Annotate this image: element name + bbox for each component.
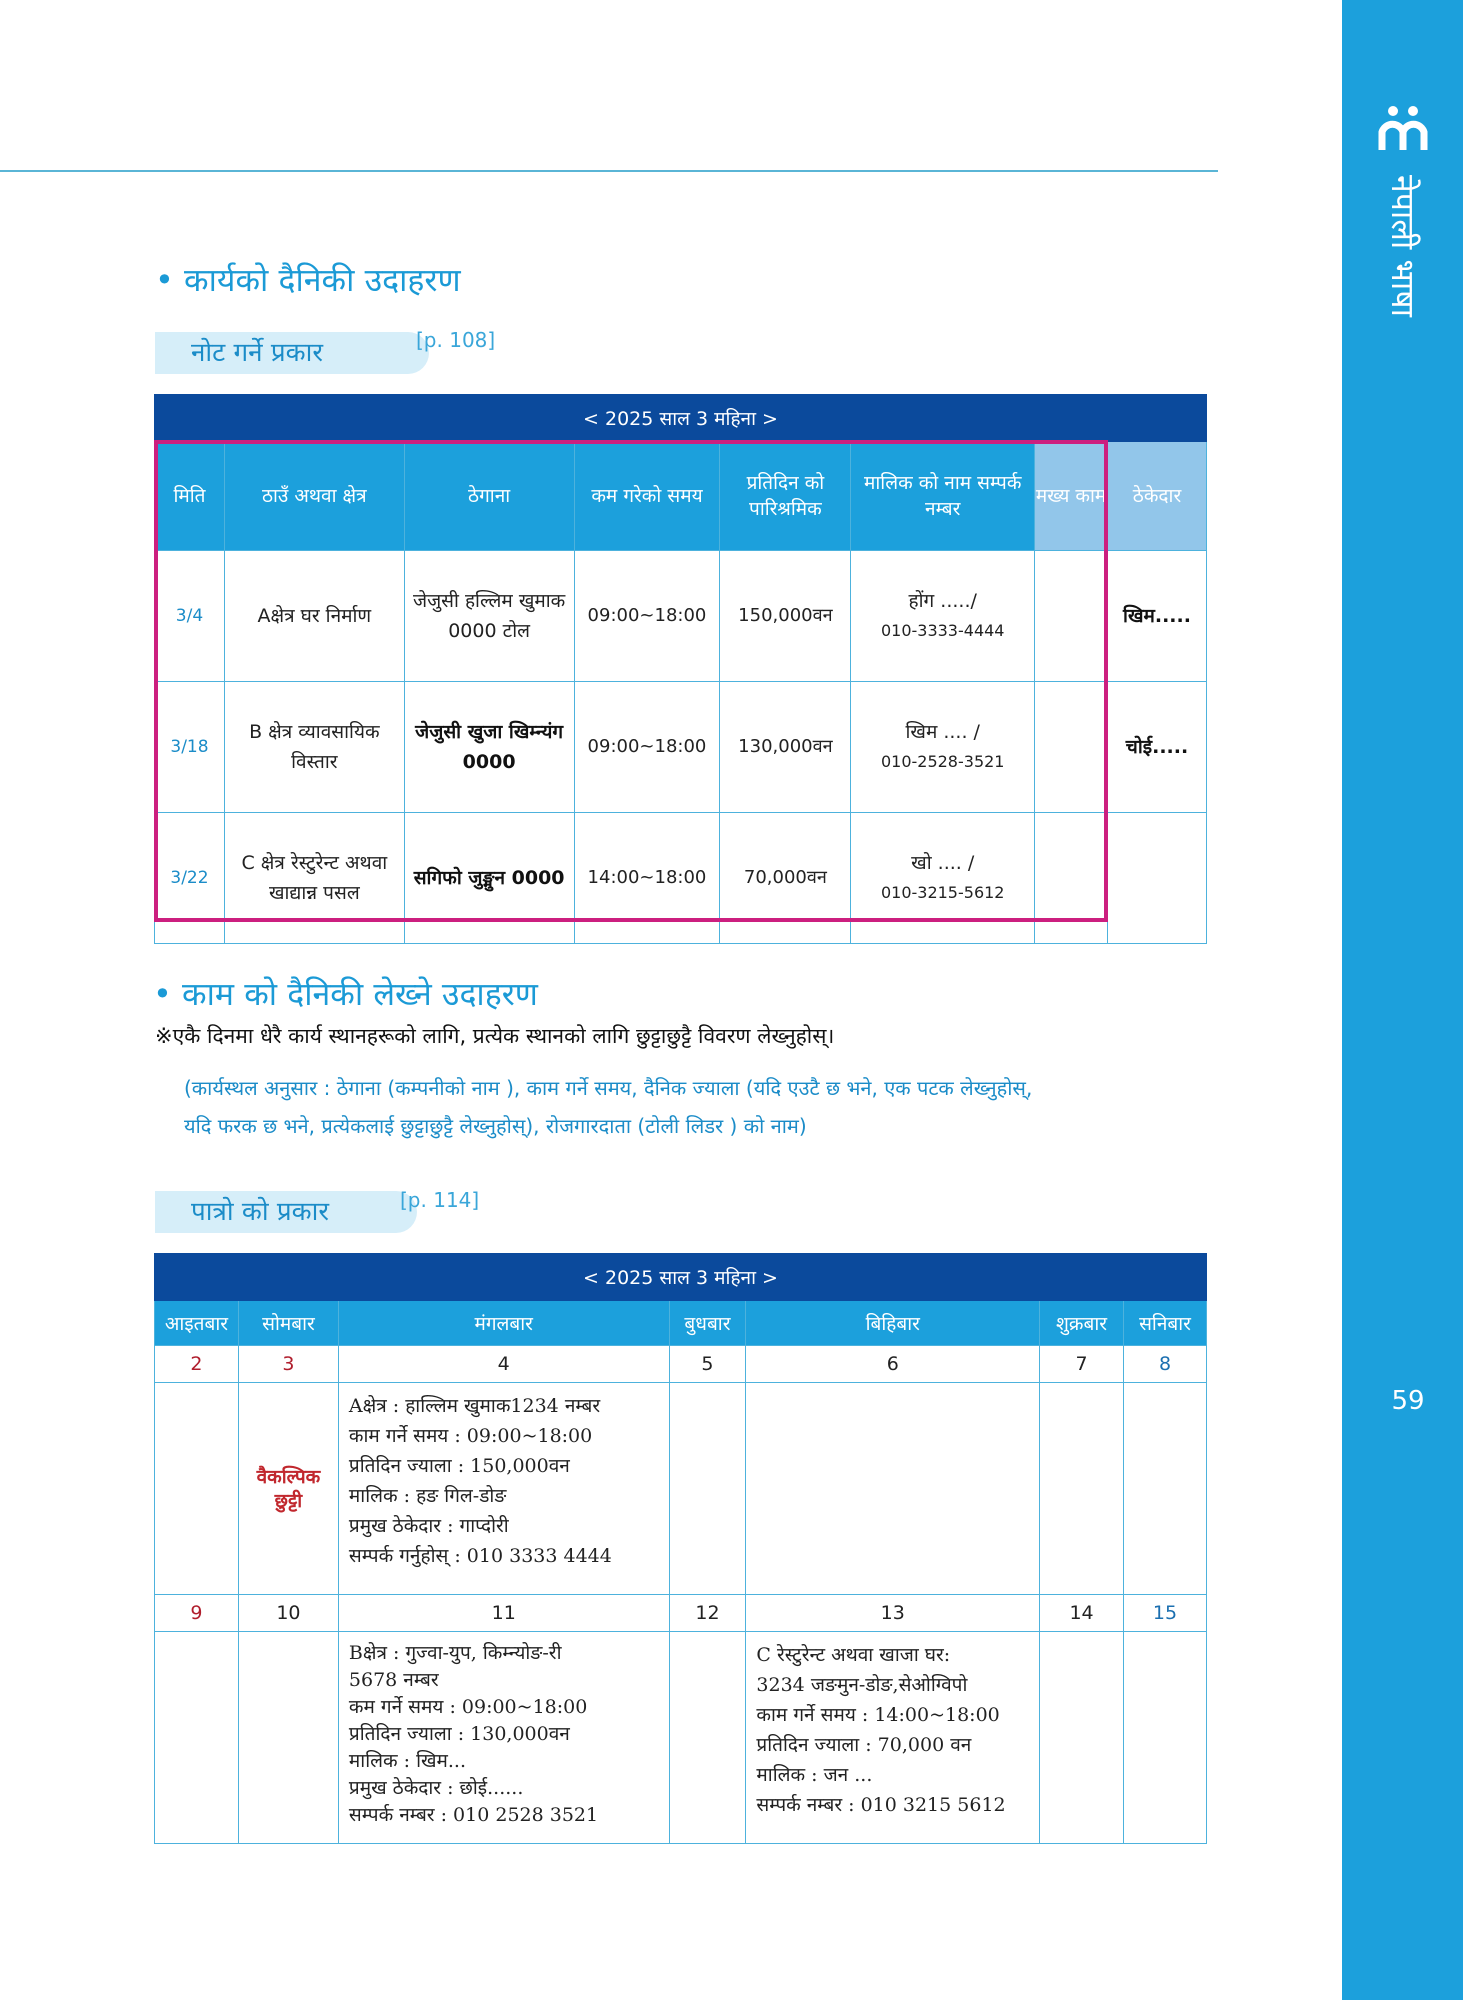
entry-line: सम्पर्क गर्नुहोस् : 010 3333 4444 [348, 1545, 612, 1567]
row-owner [851, 813, 1035, 944]
note-body: एकै दिनमा धेरै कार्य स्थानहरूको लागि, प्रत्येक स्थानको लागि छुट्टाछुट्टै विवरण लेख्नुहोस्। [172, 1024, 835, 1048]
page-number: 59 [1391, 1386, 1425, 1416]
day-sun: आइतबार [155, 1301, 239, 1346]
entry-line: Bक्षेत्र : गुज्वा-युप, किम्न्योङ-री [348, 1642, 562, 1664]
entry-line: मालिक : खिम... [348, 1750, 467, 1772]
note-mark: ※ [155, 1024, 173, 1048]
note-text [155, 1022, 834, 1050]
row-contractor [1108, 813, 1207, 944]
calendar-cell [155, 1632, 239, 1844]
calendar-cell [155, 1383, 239, 1595]
date-number: 2 [155, 1346, 239, 1383]
date-number: 15 [1124, 1595, 1207, 1632]
day-fri: शुक्रबार [1040, 1301, 1124, 1346]
row-time: 09:00~18:00 [574, 551, 720, 682]
row-main [1035, 813, 1108, 944]
table-row [155, 551, 1207, 682]
row-owner [851, 551, 1035, 682]
top-rule [0, 170, 1218, 172]
day-sat: सनिबार [1124, 1301, 1207, 1346]
entry-line: प्रमुख ठेकेदार : छोई...... [348, 1777, 524, 1799]
entry-line: मालिक : जन ... [756, 1764, 873, 1786]
note-detail-2: यदि फरक छ भने, प्रत्येकलाई छुट्टाछुट्टै लेख्नुहोस्), रोजगारदाता (टोली लिडर ) को नाम) [184, 1114, 807, 1138]
row-date: 3/4 [155, 551, 225, 682]
owner-name: खिम .... / [905, 721, 980, 743]
sidebar-title: नेपाली भाषा [1384, 175, 1422, 317]
date-number: 6 [746, 1346, 1040, 1383]
date-number: 14 [1040, 1595, 1124, 1632]
logo-icon [1378, 104, 1428, 154]
owner-phone: 010-3333-4444 [880, 621, 1005, 640]
col-main-work: मख्य काम [1035, 442, 1108, 551]
calendar-table [154, 1253, 1207, 1844]
row-date: 3/18 [155, 682, 225, 813]
day-thu: बिहिबार [746, 1301, 1040, 1346]
entry-line: मालिक : हङ गिल-डोङ [348, 1485, 507, 1507]
row-wage: 150,000वन [720, 551, 851, 682]
row-owner [851, 682, 1035, 813]
date-number: 3 [238, 1346, 338, 1383]
calendar-cell [746, 1383, 1040, 1595]
col-time: कम गरेको समय [574, 442, 720, 551]
date-number: 12 [669, 1595, 746, 1632]
day-mon: सोमबार [238, 1301, 338, 1346]
row-area: C क्षेत्र रेस्टुरेन्ट अथवा खाद्यान्न पसल [224, 813, 404, 944]
date-number: 5 [669, 1346, 746, 1383]
calendar-cell [1124, 1632, 1207, 1844]
table-row [155, 813, 1207, 944]
page-ref-114: [p. 114] [400, 1188, 480, 1212]
row-contractor: खिम..... [1108, 551, 1207, 682]
owner-phone: 010-3215-5612 [880, 883, 1005, 902]
work-log-table [154, 394, 1207, 944]
col-address: ठेगाना [404, 442, 574, 551]
date-number: 13 [746, 1595, 1040, 1632]
owner-phone: 010-2528-3521 [880, 752, 1005, 771]
entry-line: 3234 जङमुन-डोङ,सेओग्विपो [756, 1674, 968, 1696]
calendar-cell [1124, 1383, 1207, 1595]
calendar-cell [669, 1632, 746, 1844]
entry-line: C रेस्टुरेन्ट अथवा खाजा घर: [756, 1644, 951, 1666]
row-time: 14:00~18:00 [574, 813, 720, 944]
section2-heading: • काम को दैनिकी लेख्ने उदाहरण [153, 975, 538, 1013]
page-ref-108: [p. 108] [416, 328, 496, 352]
calendar-cell [669, 1383, 746, 1595]
calendar-entry [746, 1632, 1040, 1844]
col-area: ठाउँ अथवा क्षेत्र [224, 442, 404, 551]
calendar-type-pill: पात्रो को प्रकार [155, 1191, 417, 1233]
table-title: < 2025 साल 3 महिना > [155, 395, 1207, 442]
row-main [1035, 682, 1108, 813]
col-owner: मालिक को नाम सम्पर्क नम्बर [851, 442, 1035, 551]
date-number: 4 [338, 1346, 669, 1383]
entry-line: प्रतिदिन ज्याला : 150,000वन [348, 1455, 570, 1477]
row-address: सगिफो जुङ्मुन 0000 [404, 813, 574, 944]
row-wage: 130,000वन [720, 682, 851, 813]
date-number: 8 [1124, 1346, 1207, 1383]
entry-line: सम्पर्क नम्बर : 010 2528 3521 [348, 1804, 599, 1826]
calendar-cell [238, 1632, 338, 1844]
calendar-cell [1040, 1383, 1124, 1595]
day-wed: बुधबार [669, 1301, 746, 1346]
note-type-pill: नोट गर्ने प्रकार [155, 332, 429, 374]
entry-line: 5678 नम्बर [348, 1669, 439, 1691]
entry-line: प्रतिदिन ज्याला : 130,000वन [348, 1723, 570, 1745]
calendar-entry [338, 1632, 669, 1844]
row-area: B क्षेत्र व्यावसायिक विस्तार [224, 682, 404, 813]
col-date: मिति [155, 442, 225, 551]
entry-line: प्रतिदिन ज्याला : 70,000 वन [756, 1734, 972, 1756]
calendar-title: < 2025 साल 3 महिना > [155, 1254, 1207, 1301]
row-time: 09:00~18:00 [574, 682, 720, 813]
owner-name: खो .... / [911, 852, 975, 874]
date-number: 10 [238, 1595, 338, 1632]
entry-line: Aक्षेत्र : हाल्लिम खुमाक1234 नम्बर [348, 1395, 601, 1417]
entry-line: काम गर्ने समय : 14:00~18:00 [756, 1704, 1000, 1726]
row-area: Aक्षेत्र घर निर्माण [224, 551, 404, 682]
calendar-entry [338, 1383, 669, 1595]
table-row [155, 682, 1207, 813]
holiday-label: वैकल्पिक छुट्टी [238, 1383, 338, 1595]
note-detail-1: (कार्यस्थल अनुसार : ठेगाना (कम्पनीको नाम ), काम गर्ने समय, दैनिक ज्याला (यदि एउटै छ भने, एक पटक लेख्नुहोस्, [184, 1076, 1033, 1100]
date-number: 11 [338, 1595, 669, 1632]
entry-line: कम गर्ने समय : 09:00~18:00 [348, 1696, 588, 1718]
section1-heading: • कार्यको दैनिकी उदाहरण [155, 261, 461, 299]
row-main [1035, 551, 1108, 682]
row-address: जेजुसी खुजा खिम्न्यंग 0000 [404, 682, 574, 813]
entry-line: काम गर्ने समय : 09:00~18:00 [348, 1425, 593, 1447]
row-contractor: चोई..... [1108, 682, 1207, 813]
calendar-cell [1040, 1632, 1124, 1844]
row-date: 3/22 [155, 813, 225, 944]
date-number: 9 [155, 1595, 239, 1632]
entry-line: प्रमुख ठेकेदार : गाप्दोरी [348, 1515, 509, 1537]
entry-line: सम्पर्क नम्बर : 010 3215 5612 [756, 1794, 1006, 1816]
day-tue: मंगलबार [338, 1301, 669, 1346]
col-contractor: ठेकेदार [1108, 442, 1207, 551]
row-wage: 70,000वन [720, 813, 851, 944]
row-address: जेजुसी हल्लिम खुमाक 0000 टोल [404, 551, 574, 682]
owner-name: होंग ...../ [908, 590, 977, 612]
col-wage: प्रतिदिन को पारिश्रमिक [720, 442, 851, 551]
date-number: 7 [1040, 1346, 1124, 1383]
